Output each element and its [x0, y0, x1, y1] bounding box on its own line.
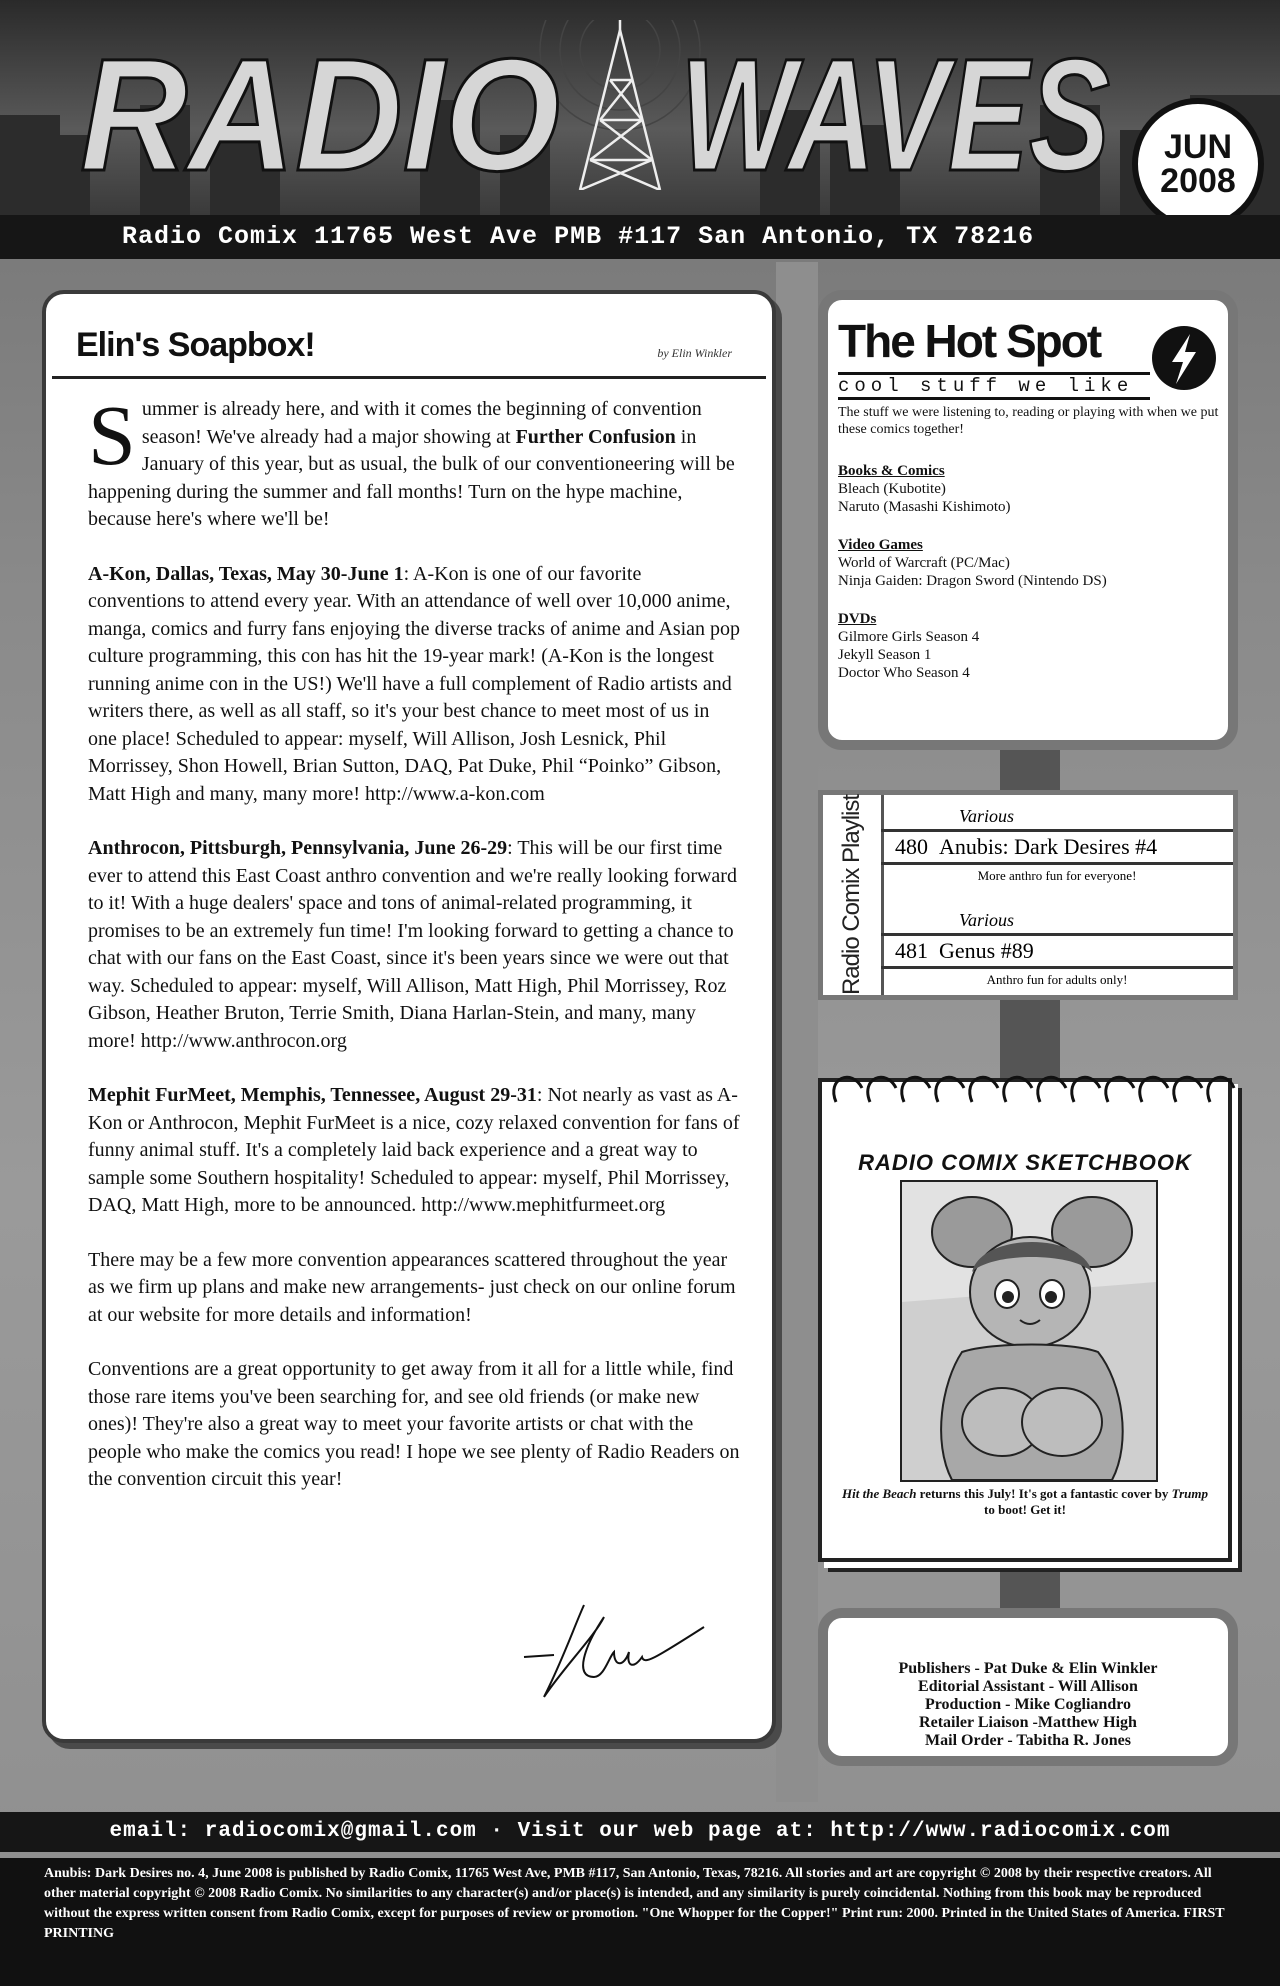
convention-name: Anthrocon, Pittsburgh, Pennsylvania, June 26-29: [88, 837, 508, 859]
radio-tower-icon: [580, 20, 660, 190]
editorial-paragraph: Anthrocon, Pittsburgh, Pennsylvania, June 26-29: This will be our first time ever to attend this East Coast anthro convention and we're really looking forward to it! With a huge dealers' space and tons of animal-related programming, it promises to be an extremely fun time! I'm looking forward to getting a chance to chat with our fans on the East Coast, since it's been years since we were out that way. Scheduled to appear: myself, Will Allison, Matt High, Phil Morrissey, Roz Gibson, Heather Bruton, Terrie Smith, Diana Harlan-Stein, and many, many more! http://www.anthrocon.org: [88, 837, 737, 1052]
issue-tagline: More anthro fun for everyone!: [977, 868, 1137, 883]
masthead: [0, 0, 1280, 215]
staff-credits-panel: [818, 1608, 1238, 1766]
playlist-entry: Various 480 Anubis: Dark Desires #4 More anthro fun for everyone!: [881, 803, 1233, 887]
issue-tagline: Anthro fun for adults only!: [986, 972, 1128, 987]
hot-spot-category: Video Games World of Warcraft (PC/Mac) Ninja Gaiden: Dragon Sword (Nintendo DS): [838, 537, 1107, 589]
divider: [52, 376, 766, 379]
credit-line: Editorial Assistant - Will Allison: [918, 1678, 1138, 1695]
editorial-paragraph: Mephit FurMeet, Memphis, Tennessee, August 29-31: Not nearly as vast as A-Kon or Anthrocon, Mephit FurMeet is a nice, cozy relaxed convention for fans of funny animal stuff. It's a completely laid back experience and a great way to sample some Southern hospitality! Scheduled to appear: myself, Phil Morrissey, DAQ, Matt High, more to be announced. http://www.mephitfurmeet.org: [88, 1084, 740, 1216]
credit-line: Mail Order - Tabitha R. Jones: [925, 1732, 1131, 1749]
legal-indicia: Anubis: Dark Desires no. 4, June 2008 is published by Radio Comix, 11765 West Ave, PMB #117, San Antonio, Texas, 78216. All stories and art are copyright © 2008 by their respective creators. All other material copyright © 2008 Radio Comix. No similarities to any character(s) and/or place(s) is intended, and any similarity is purely coincidental. Nothing from this book may be reproduced without the express written consent from Radio Comix, except for purposes of review or promotion. "One Whopper for the Copper!" Print run: 2000. Printed in the United States of America. FIRST PRINTING: [0, 1858, 1280, 1986]
radio-comix-playlist: [818, 790, 1238, 1000]
editorial-paragraph: There may be a few more convention appearances scattered throughout the year as we firm up plans and make new arrangements- just check on our online forum at our website for more details and information!: [88, 1248, 736, 1326]
hot-spot-subtitle: cool stuff we like: [838, 372, 1150, 400]
credit-line: Publishers - Pat Duke & Elin Winkler: [898, 1660, 1158, 1677]
hot-spot-category: DVDs Gilmore Girls Season 4 Jekyll Season 1 Doctor Who Season 4: [838, 611, 980, 681]
lightning-bolt-icon: [1152, 326, 1216, 390]
background-stripe: [1000, 750, 1060, 790]
hot-spot-category: Books & Comics Bleach (Kubotite) Naruto (Masashi Kishimoto): [838, 463, 1011, 515]
sketchbook-caption: Hit the Beach returns this July! It's got a fantastic cover by Trump to boot! Get it!: [842, 1486, 1208, 1517]
credit-line: Retailer Liaison -Matthew High: [919, 1714, 1137, 1731]
sketchbook-title: RADIO COMIX SKETCHBOOK: [858, 1150, 1192, 1175]
issue-year: 2008: [1160, 162, 1236, 200]
convention-name: Mephit FurMeet, Memphis, Tennessee, August 29-31: [88, 1084, 537, 1106]
sketch-artwork: [900, 1180, 1158, 1482]
soapbox-body: [88, 387, 742, 1521]
issue-title: Anubis: Dark Desires #4: [939, 834, 1158, 859]
convention-name: A-Kon, Dallas, Texas, May 30-June 1: [88, 562, 404, 585]
hot-spot-title: The Hot Spot: [838, 315, 1101, 367]
soapbox-byline: by Elin Winkler: [657, 346, 732, 360]
credits-list: [828, 1660, 1228, 1750]
editorial-paragraph: Conventions are a great opportunity to get away from it all for a little while, find those rare items you've been searching for, and see old friends (or make new ones)! They're also a great way to meet your favorite artists or chat with the people who make the comics you read! I hope we see plenty of Radio Readers on the convention circuit this year!: [88, 1358, 740, 1490]
issue-number: 480: [895, 834, 928, 859]
background-stripe: [776, 262, 818, 1802]
drop-cap: S: [88, 387, 136, 483]
soapbox-title: Elin's Soapbox!: [76, 326, 315, 364]
issue-number: 481: [895, 938, 928, 963]
svg-text:WAVES: WAVES: [680, 25, 1110, 190]
background-stripe: [1000, 1562, 1060, 1608]
playlist-entry: Various 481 Genus #89 Anthro fun for adults only!: [881, 907, 1233, 991]
svg-text:RADIO: RADIO: [80, 25, 560, 190]
editorial-paragraph: Summer is already here, and with it comes the beginning of convention season! We've already had a major showing at Further Confusion in January of this year, but as usual, the bulk of our conventioneering will be happening during the summer and fall months! Turn on the hype machine, because here's where we'll be!: [88, 387, 735, 530]
handwritten-signature: [514, 1597, 714, 1707]
radio-waves-logo: [80, 20, 1140, 190]
character-sketch-illustration: [902, 1182, 1156, 1480]
issue-month: JUN: [1163, 128, 1233, 166]
hot-spot-panel: [818, 290, 1238, 750]
playlist-side-label: Radio Comix Playlist: [823, 795, 884, 995]
editorial-soapbox-panel: [42, 290, 776, 1743]
issue-title: Genus #89: [939, 938, 1034, 963]
notebook-spiral-icon: [822, 1068, 1236, 1108]
address-bar: Radio Comix 11765 West Ave PMB #117 San Antonio, TX 78216: [0, 215, 1280, 259]
credit-line: Production - Mike Cogliandro: [924, 1696, 1132, 1713]
sketchbook-panel: [818, 1078, 1232, 1562]
hot-spot-intro: The stuff we were listening to, reading or playing with when we put these comics together!: [838, 405, 1219, 437]
contact-bar: email: radiocomix@gmail.com · Visit our web page at: http://www.radiocomix.com: [0, 1812, 1280, 1852]
editorial-paragraph: A-Kon, Dallas, Texas, May 30-June 1: A-Kon is one of our favorite conventions to attend every year. With an attendance of well over 10,000 anime, manga, comics and furry fans enjoying the diverse tracks of anime and Asian pop culture programming, this con has hit the 19-year mark! (A-Kon is the longest running anime con in the US!) We'll have a full complement of Radio artists and writers there, as well as all staff, so it's your best chance to meet most of us in one place! Scheduled to appear: myself, Will Allison, Josh Lesnick, Phil Morrissey, Shon Howell, Brian Sutton, DAQ, Pat Duke, Phil “Poinko” Gibson, Matt High and many, many more! http://www.a-kon.com: [88, 562, 741, 805]
